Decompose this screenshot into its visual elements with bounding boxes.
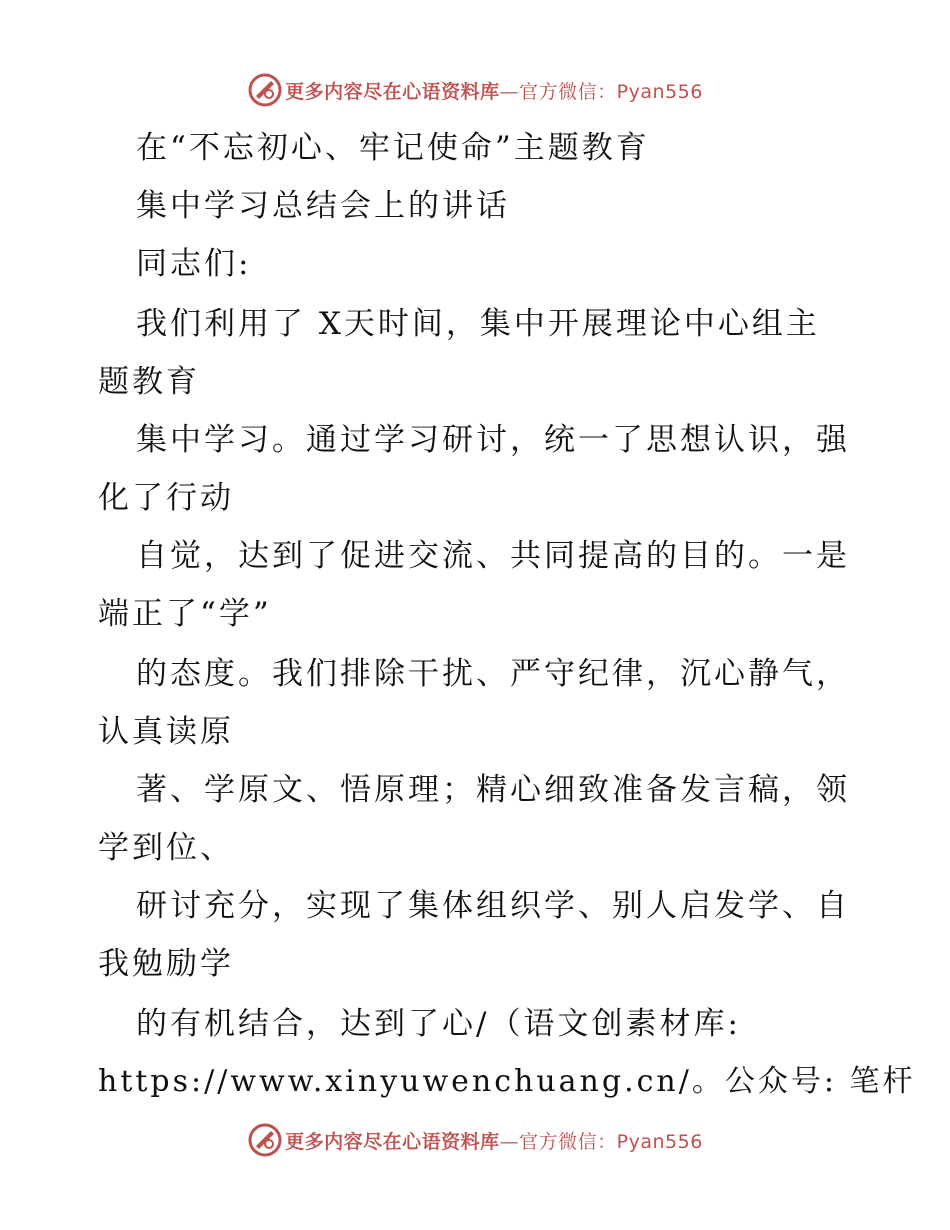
doc-line: 的有机结合，达到了心/（语文创素材库: — [136, 1006, 741, 1042]
header-watermark-banner — [0, 70, 950, 110]
doc-line: 在“不忘初心、牢记使命”主题教育 — [136, 130, 650, 166]
doc-line: 著、学原文、悟原理；精心细致准备发言稿，领 — [136, 772, 850, 808]
doc-line: 研讨充分，实现了集体组织学、别人启发学、自 — [136, 888, 850, 924]
doc-line: https://www.xinyuwenchuang.cn/。公众号: 笔杆 — [98, 1064, 916, 1099]
banner-main-text: 更多内容尽在心语资料库 — [285, 80, 500, 103]
footer-watermark-banner — [0, 1120, 950, 1160]
doc-line: 集中学习。通过学习研讨，统一了思想认识，强 — [136, 422, 850, 458]
doc-line: 我勉励学 — [98, 946, 234, 982]
doc-line: 化了行动 — [98, 480, 234, 516]
doc-line: 的态度。我们排除干扰、严守纪律，沉心静气， — [136, 656, 850, 692]
brand-logo-icon — [247, 1122, 283, 1158]
banner-separator: — — [499, 80, 520, 103]
banner-separator: — — [499, 1130, 520, 1153]
brand-logo-icon — [247, 72, 283, 108]
doc-line: 同志们: — [136, 246, 252, 282]
banner-main-text: 更多内容尽在心语资料库 — [285, 1130, 500, 1153]
doc-line: 集中学习总结会上的讲话 — [136, 188, 510, 224]
banner-wechat-text: 官方微信：Pyan556 — [519, 1130, 703, 1153]
doc-line: 题教育 — [98, 364, 200, 400]
doc-line: 我们利用了 X天时间，集中开展理论中心组主 — [136, 306, 820, 342]
banner-wechat-text: 官方微信：Pyan556 — [519, 80, 703, 103]
doc-line: 端正了“学” — [98, 596, 272, 632]
doc-line: 认真读原 — [98, 714, 234, 750]
doc-line: 自觉，达到了促进交流、共同提高的目的。一是 — [136, 538, 850, 574]
doc-line: 学到位、 — [98, 830, 234, 866]
